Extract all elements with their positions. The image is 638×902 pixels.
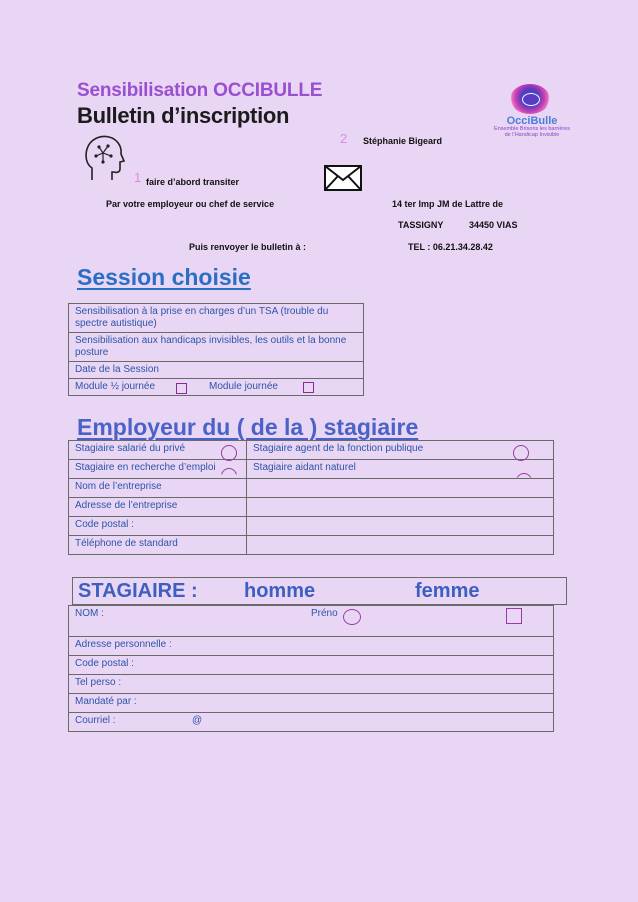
trainee-label: STAGIAIRE :: [78, 580, 198, 602]
session-date[interactable]: Date de la Session: [69, 362, 364, 379]
male-radio[interactable]: [343, 609, 361, 625]
option-job-search[interactable]: Stagiaire en recherche d’emploi: [69, 460, 247, 479]
title-line2: Bulletin d’inscription: [77, 103, 290, 128]
company-zip-label: Code postal :: [69, 517, 247, 536]
company-name-label: Nom de l’entreprise: [69, 479, 247, 498]
title-line1: Sensibilisation OCCIBULLE: [77, 80, 323, 101]
address-city: TASSIGNY: [398, 220, 444, 230]
session-table: [68, 303, 364, 396]
zip-field[interactable]: Code postal :: [69, 656, 554, 675]
brain-head-icon: [84, 134, 126, 184]
session-module-row: [69, 379, 364, 396]
module-full-label: Module journée: [209, 381, 278, 392]
module-full-checkbox[interactable]: [303, 382, 314, 393]
address-field[interactable]: Adresse personnelle :: [69, 637, 554, 656]
female-checkbox[interactable]: [506, 608, 522, 624]
logo-name: OcciBulle: [506, 115, 558, 127]
step1-detail: Par votre employeur ou chef de service: [106, 199, 275, 209]
nom-label: NOM :: [75, 608, 104, 619]
company-phone-label: Téléphone de standard: [69, 536, 247, 555]
address-zip: 34450 VIAS: [469, 220, 518, 230]
step1-text: faire d’abord transiter: [146, 177, 240, 187]
private-radio[interactable]: [221, 445, 237, 461]
session-heading: Session choisie: [77, 264, 251, 290]
step2-number: 2: [340, 131, 348, 146]
logo-tagline: Ensemble Brisons les barrières de l’Handicap Invisible: [493, 126, 571, 138]
public-radio[interactable]: [513, 445, 529, 461]
phone-field[interactable]: Tel perso :: [69, 675, 554, 694]
envelope-icon: [324, 165, 362, 191]
module-half-checkbox[interactable]: [176, 383, 187, 394]
step1-number: 1: [134, 170, 142, 185]
trainee-gender-bar: [72, 577, 567, 605]
company-name-field[interactable]: [247, 479, 554, 498]
option-caregiver[interactable]: Stagiaire aidant naturel: [247, 460, 554, 479]
company-address-field[interactable]: [247, 498, 554, 517]
contact-name: Stéphanie Bigeard: [363, 136, 443, 146]
company-address-label: Adresse de l’entreprise: [69, 498, 247, 517]
email-at: @: [192, 715, 203, 726]
module-half-label: Module ½ journée: [75, 381, 156, 392]
employer-table: [68, 440, 554, 555]
email-label: Courriel :: [75, 715, 116, 726]
option-public[interactable]: Stagiaire agent de la fonction publique: [247, 441, 554, 460]
employer-heading: Employeur du ( de la ) stagiaire: [77, 414, 419, 440]
name-row[interactable]: [69, 606, 554, 637]
phone: TEL : 06.21.34.28.42: [408, 242, 493, 252]
mandated-by-field[interactable]: Mandaté par :: [69, 694, 554, 713]
occibulle-logo-icon: [510, 84, 550, 114]
gender-female[interactable]: femme: [415, 580, 480, 602]
option-private[interactable]: Stagiaire salarié du privé: [69, 441, 247, 460]
trainee-table: [68, 605, 554, 732]
session-option-invisible[interactable]: Sensibilisation aux handicaps invisibles, les outils et la bonne posture: [69, 333, 364, 362]
session-option-tsa[interactable]: Sensibilisation à la prise en charges d’un TSA (trouble du spectre autistique): [69, 304, 364, 333]
address-line1: 14 ter Imp JM de Lattre de: [392, 199, 504, 209]
return-text: Puis renvoyer le bulletin à :: [189, 242, 307, 252]
gender-male[interactable]: homme: [244, 580, 316, 602]
email-row[interactable]: [69, 713, 554, 732]
prenom-label: Préno: [311, 608, 338, 619]
company-zip-field[interactable]: [247, 517, 554, 536]
company-phone-field[interactable]: [247, 536, 554, 555]
